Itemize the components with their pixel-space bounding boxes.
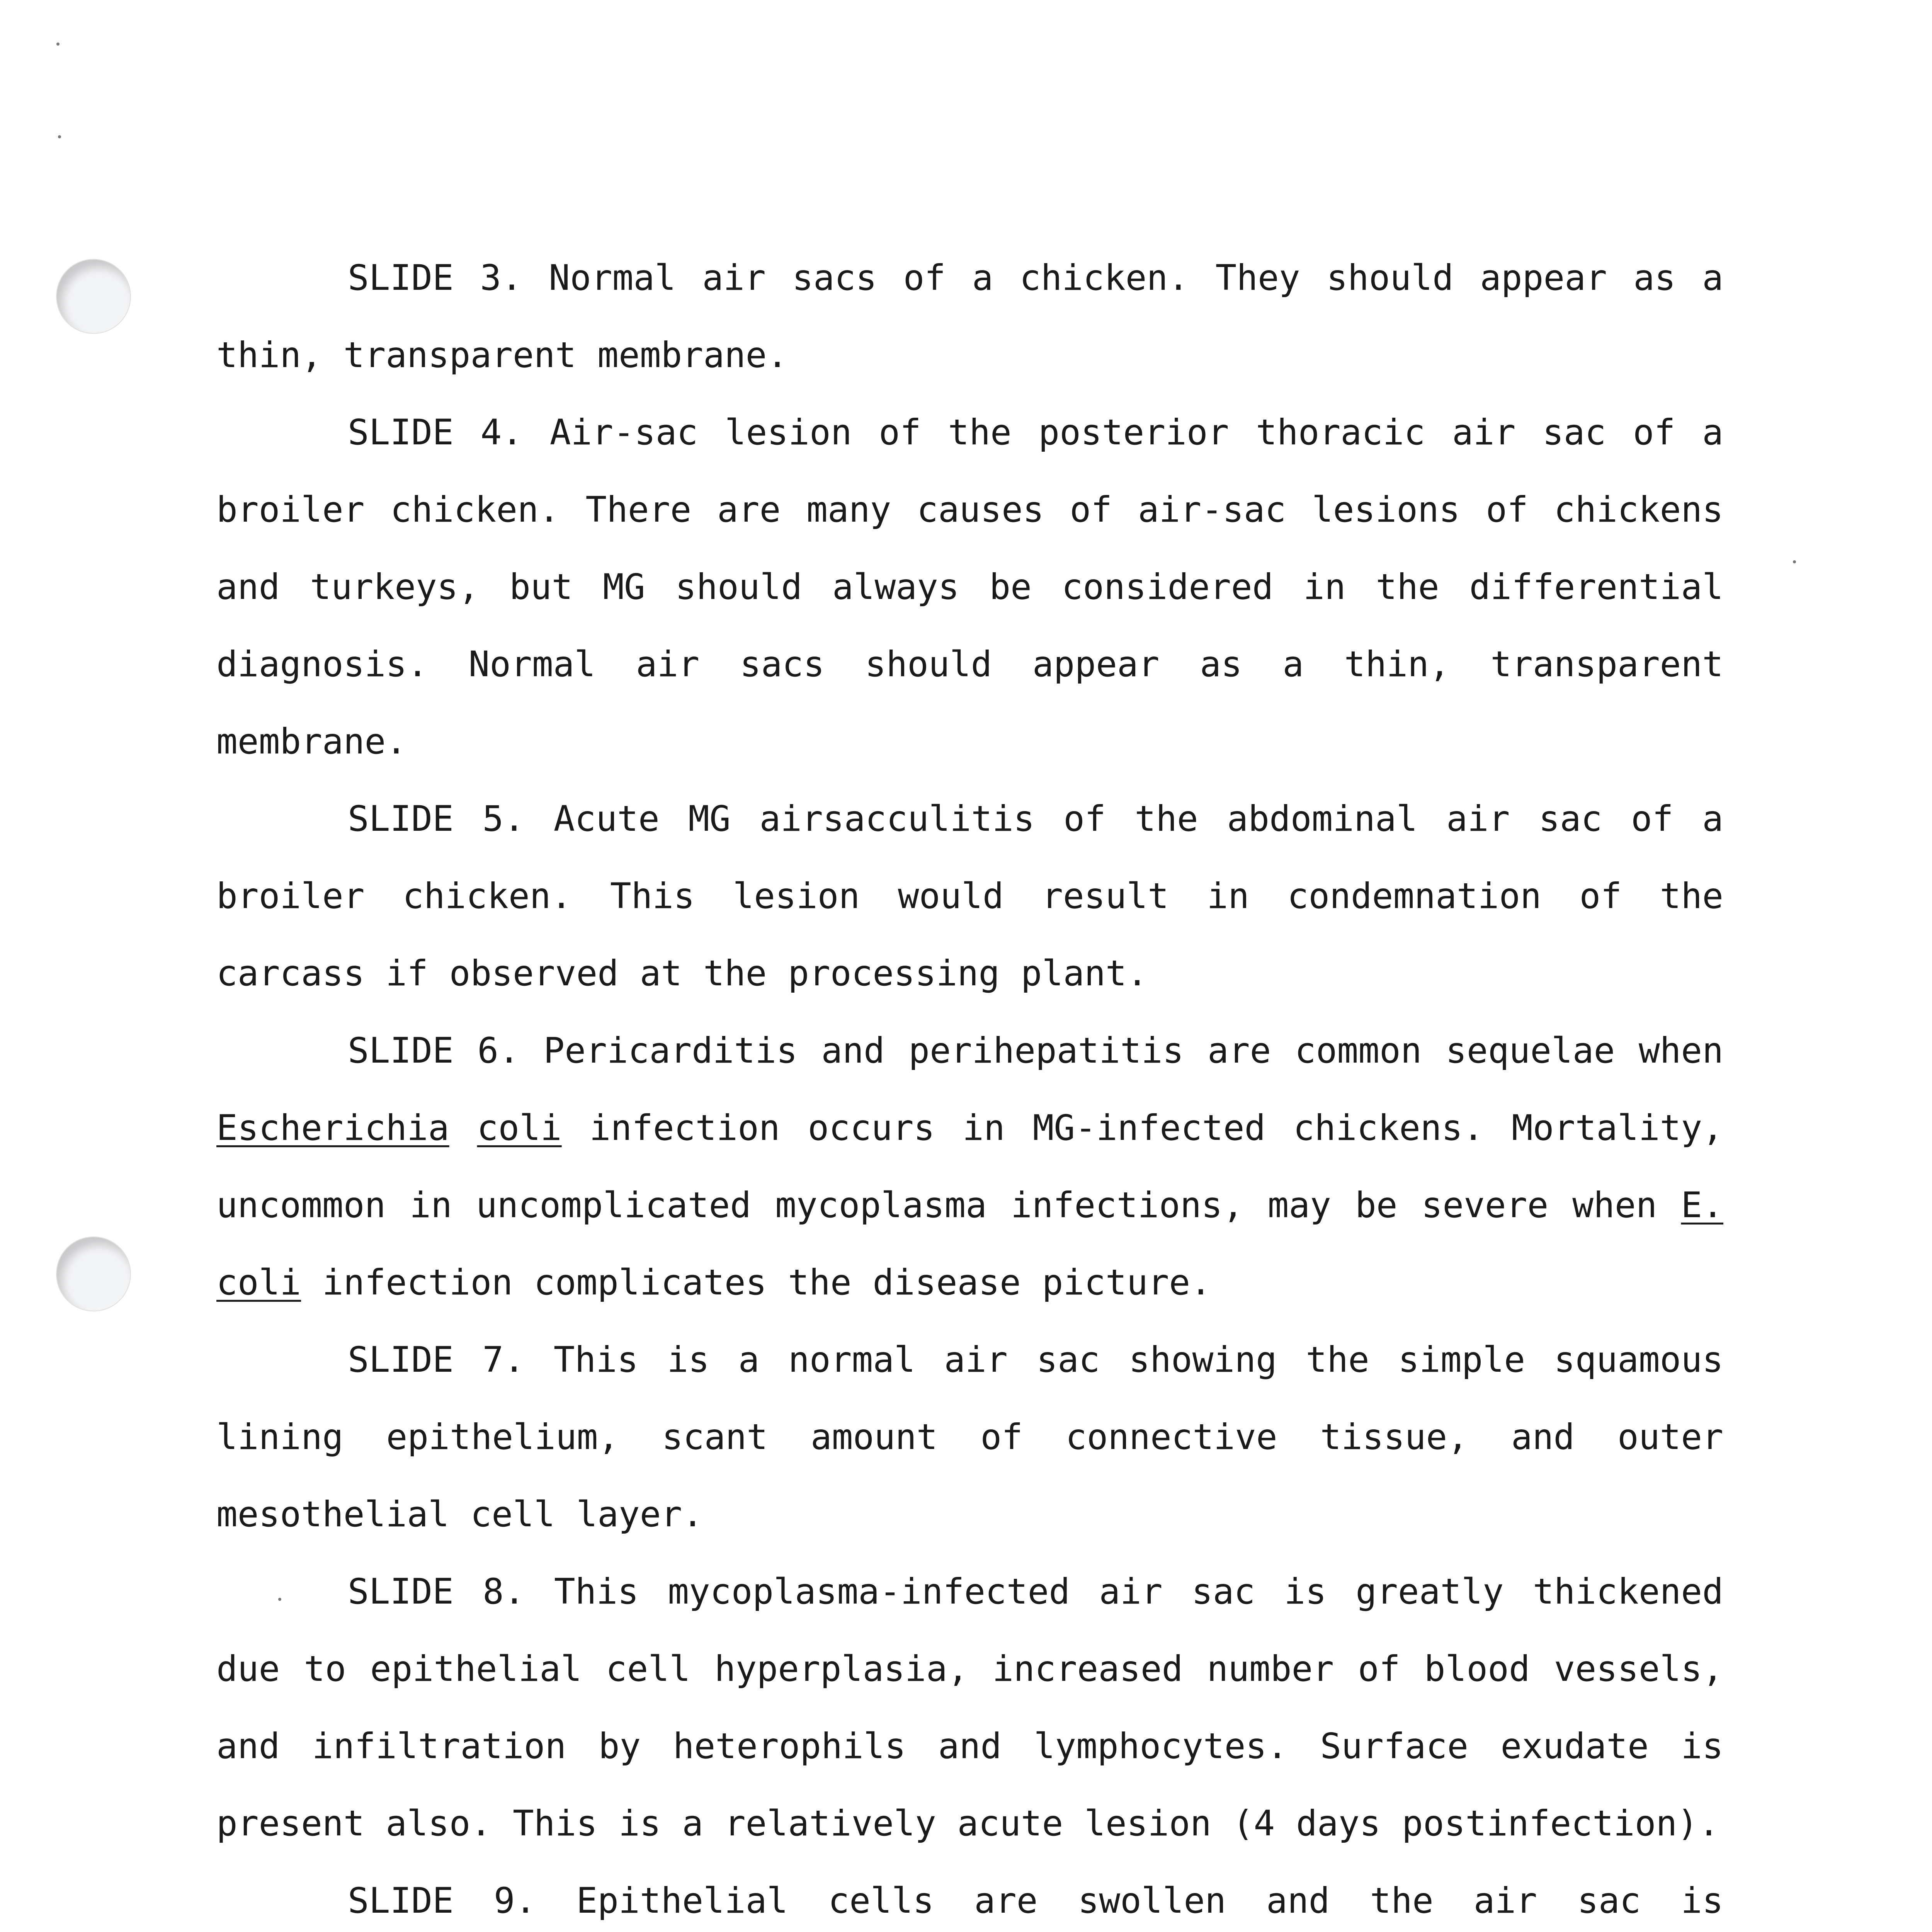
text-space xyxy=(449,1108,477,1148)
paragraph-text: SLIDE 3. Normal air sacs of a chicken. They should appear as a thin, transparent membrane. xyxy=(216,258,1723,376)
species-name-underlined: coli xyxy=(477,1108,562,1148)
paragraph-slide-7 xyxy=(216,1321,1723,1553)
paragraph-text: infection occurs in MG-infected chickens. Mortality, uncommon in uncomplicated mycoplasma infections, may be severe when xyxy=(216,1108,1723,1226)
paragraph-slide-9 xyxy=(216,1862,1723,1932)
genus-abbrev-underlined: E. xyxy=(1681,1185,1723,1226)
paragraph-text: SLIDE 4. Air-sac lesion of the posterior thoracic air sac of a broiler chicken. There are many causes of air-sac lesions of chickens and turkeys, but MG should always be considered in the differential diagnosis. Normal air sacs should appear as a thin, transparent membrane. xyxy=(216,412,1723,762)
paragraph-slide-4 xyxy=(216,394,1723,781)
paragraph-text: SLIDE 5. Acute MG airsacculitis of the abdominal air sac of a broiler chicken. This lesion would result in condemnation of the carcass if observed at the processing plant. xyxy=(216,799,1723,994)
paragraph-text: SLIDE 6. Pericarditis and perihepatitis are common sequelae when xyxy=(348,1031,1723,1071)
scan-speck xyxy=(58,135,61,138)
genus-name-underlined: Escherichia xyxy=(216,1108,449,1148)
binder-hole-top xyxy=(56,259,131,334)
paragraph-text: SLIDE 7. This is a normal air sac showing the simple squamous lining epithelium, scant amount of connective tissue, and outer mesothelial cell layer. xyxy=(216,1340,1723,1535)
scan-speck xyxy=(56,43,60,46)
binder-hole-middle xyxy=(56,1236,131,1311)
paragraph-text: SLIDE 8. This mycoplasma-infected air sac is greatly thickened due to epithelial cell hyperplasia, increased number of blood vessels, and infiltration by heterophils and lymphocytes. Surface exudate is present also. This is a relatively acute lesion (4 days postinfection). xyxy=(216,1571,1723,1844)
paragraph-text: SLIDE 9. Epithelial cells are swollen and the air sac is xyxy=(348,1881,1723,1921)
species-name-underlined: coli xyxy=(216,1262,301,1303)
paragraph-slide-6 xyxy=(216,1012,1723,1321)
paragraph-slide-5 xyxy=(216,781,1723,1012)
scan-speck xyxy=(1793,560,1796,563)
paragraph-text: infection complicates the disease picture. xyxy=(301,1262,1211,1303)
paragraph-slide-8 xyxy=(216,1553,1723,1862)
paragraph-slide-3 xyxy=(216,240,1723,394)
document-body xyxy=(216,240,1723,1932)
